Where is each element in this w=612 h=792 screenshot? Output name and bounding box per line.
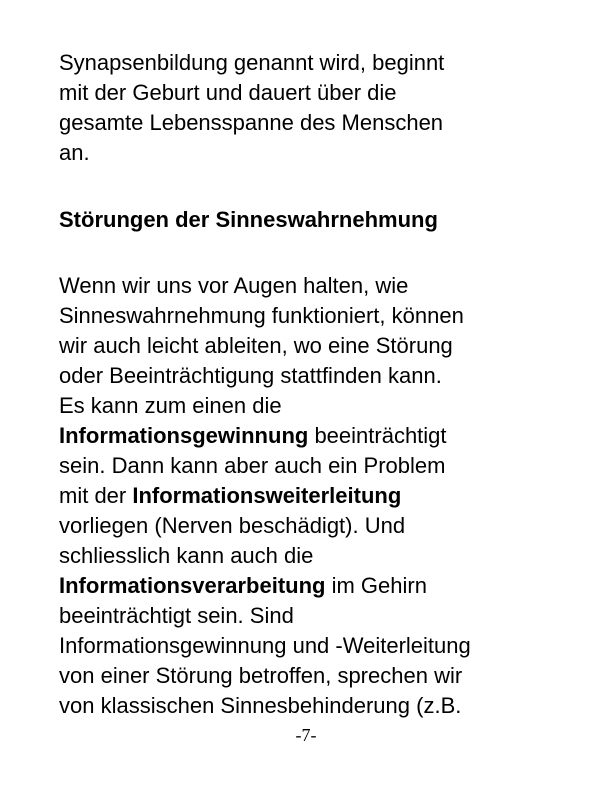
text-line: beeinträchtigt sein. Sind — [59, 603, 294, 628]
section-heading: Störungen der Sinneswahrnehmung — [59, 207, 438, 232]
bold-term-informationsgewinnung: Informationsgewinnung — [59, 423, 309, 448]
text-line: Es kann zum einen die — [59, 393, 282, 418]
text-line: vorliegen (Nerven beschädigt). Und — [59, 513, 406, 538]
text-line: Synapsenbildung genannt wird, beginnt — [59, 50, 445, 75]
text-line: Sinneswahrnehmung funktioniert, können — [59, 303, 464, 328]
bold-term-informationsweiterleitung: Informationsweiterleitung — [132, 483, 402, 508]
text-line: sein. Dann kann aber auch ein Problem — [59, 453, 446, 478]
text-line: Wenn wir uns vor Augen halten, wie — [59, 273, 409, 298]
text-line — [59, 421, 599, 451]
text-line: gesamte Lebensspanne des Menschen — [59, 110, 444, 135]
text-segment: im Gehirn — [325, 573, 427, 598]
text-line: oder Beeinträchtigung stattfinden kann. — [59, 363, 442, 388]
text-segment: mit der — [59, 483, 133, 508]
bold-term-informationsverarbeitung: Informationsverarbeitung — [59, 573, 326, 598]
text-line — [59, 571, 599, 601]
page-number: -7- — [295, 725, 317, 745]
text-line: von klassischen Sinnesbehinderung (z.B. — [59, 693, 462, 718]
text-segment: beeinträchtigt — [308, 423, 447, 448]
text-line: wir auch leicht ableiten, wo eine Störung — [59, 333, 453, 358]
text-line: Informationsgewinnung und -Weiterleitung — [59, 633, 471, 658]
body-paragraph — [59, 271, 599, 721]
intro-paragraph — [59, 48, 599, 168]
text-line: mit der Geburt und dauert über die — [59, 80, 397, 105]
text-line: von einer Störung betroffen, sprechen wir — [59, 663, 463, 688]
text-line: an. — [59, 140, 90, 165]
text-line — [59, 481, 599, 511]
text-line: schliesslich kann auch die — [59, 543, 314, 568]
